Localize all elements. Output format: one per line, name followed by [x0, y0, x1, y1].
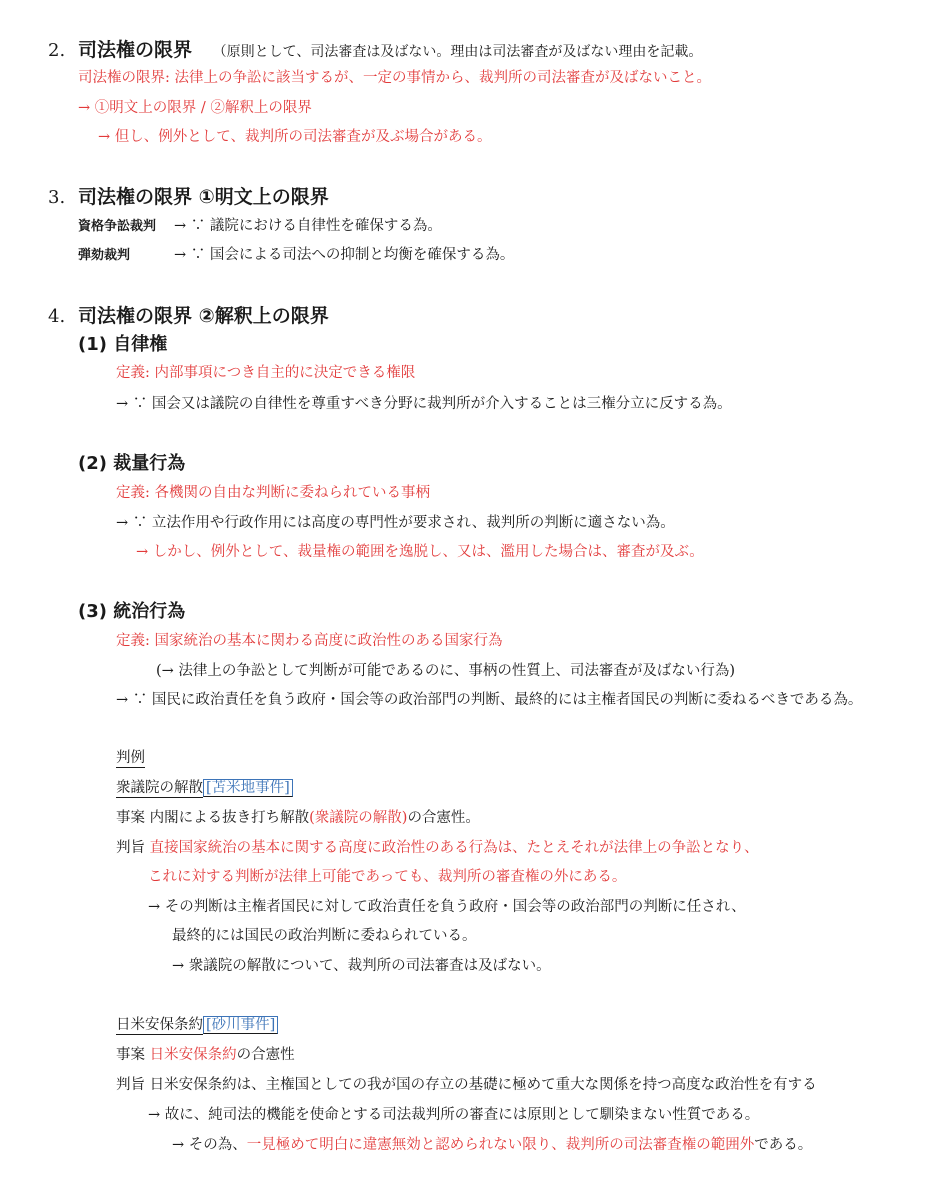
subsection-1-title: (1) 自律権 [78, 334, 168, 355]
case-1-fact-c: の合憲性。 [407, 810, 480, 826]
case-1-fact-b: (衆議院の解散) [309, 810, 408, 826]
case-2-arrow-1: → 故に、純司法的機能を使命とする司法裁判所の審査には原則として馴染まない性質である。 [148, 1107, 760, 1123]
case-1-holding-label: 判旨 [116, 840, 145, 856]
subsection-3-note: (→ 法律上の争訟として判断が可能であるのに、事柄の性質上、司法審査が及ばない行為) [156, 663, 736, 679]
case-1-fact-label: 事案 [116, 810, 145, 826]
subsection-3-title: (3) 統治行為 [78, 601, 186, 622]
case-1-title-line [116, 778, 293, 798]
case-1-arrow-1b: 最終的には国民の政治判断に委ねられている。 [172, 928, 477, 944]
subsection-3-definition: 定義: 国家統治の基本に関わる高度に政治性のある国家行為 [116, 633, 503, 649]
case-2-arrow-2b: 一見極めて明白に違憲無効と認められない限り、裁判所の司法審査権の範囲外 [246, 1137, 755, 1153]
subsection-2-exception: → しかし、例外として、裁量権の範囲を逸脱し、又は、濫用した場合は、審査が及ぶ。 [136, 544, 704, 560]
subsection-3-reason: → ∵ 国民に政治責任を負う政府・国会等の政治部門の判断、最終的には主権者国民の判断に委ねるべきである為。 [116, 692, 863, 708]
section-2-arrow-2: → 但し、例外として、裁判所の司法審査が及ぶ場合がある。 [98, 129, 492, 145]
case-2-fact-a: 日米安保条約 [149, 1047, 237, 1063]
section-3-row-1-label: 資格争訟裁判 [78, 219, 157, 234]
section-3-title: 司法権の限界 ①明文上の限界 [78, 186, 329, 208]
section-2-number: 2. [48, 40, 66, 61]
section-3-row-2-text: → ∵ 国会による司法への抑制と均衡を確保する為。 [174, 247, 515, 263]
case-1-tag: [苫米地事件] [203, 779, 293, 797]
case-1-arrow-1a: → その判断は主権者国民に対して政治責任を負う政府・国会等の政治部門の判断に任され、 [148, 899, 746, 915]
subsection-2-definition: 定義: 各機関の自由な判断に委ねられている事柄 [116, 485, 430, 501]
section-3-row-2-label: 弾劾裁判 [78, 248, 131, 263]
case-2-title: 日米安保条約 [116, 1017, 203, 1033]
case-2-tag: [砂川事件] [203, 1016, 278, 1034]
section-4-number: 4. [48, 306, 66, 327]
section-2-arrow-1: → ①明文上の限界 / ②解釈上の限界 [78, 100, 312, 116]
case-1-holding-2: これに対する判断が法律上可能であっても、裁判所の審査権の外にある。 [148, 869, 627, 885]
cases-heading: 判例 [116, 750, 145, 766]
section-3-number: 3. [48, 187, 66, 208]
case-2-title-line [116, 1015, 278, 1035]
section-2-title: 司法権の限界 [78, 39, 193, 61]
section-2-definition: 司法権の限界: 法律上の争訟に該当するが、一定の事情から、裁判所の司法審査が及ばないこと。 [78, 70, 711, 86]
section-3-row-1-text: → ∵ 議院における自律性を確保する為。 [174, 218, 442, 234]
case-2-holding-label: 判旨 [116, 1077, 145, 1093]
case-1-holding-line-1 [116, 838, 759, 858]
section-3-row-1 [78, 216, 442, 237]
case-1-arrow-2: → 衆議院の解散について、裁判所の司法審査は及ばない。 [172, 958, 551, 974]
subsection-2-reason: → ∵ 立法作用や行政作用には高度の専門性が要求され、裁判所の判断に適さない為。 [116, 515, 675, 531]
case-2-arrow-2a: → その為、 [172, 1137, 247, 1153]
case-2-holding-1: 日米安保条約は、主権国としての我が国の存立の基礎に極めて重大な関係を持つ高度な政治性を有する [149, 1077, 817, 1093]
case-2-holding-line-1 [116, 1075, 817, 1095]
case-2-fact-b: の合憲性 [236, 1047, 295, 1063]
case-2-fact [116, 1045, 295, 1065]
section-4-title: 司法権の限界 ②解釈上の限界 [78, 305, 329, 327]
section-2-heading [78, 38, 702, 64]
case-1-fact [116, 808, 480, 828]
subsection-2-title: (2) 裁量行為 [78, 453, 186, 474]
case-1-title: 衆議院の解散 [116, 780, 203, 796]
case-2-fact-label: 事案 [116, 1047, 145, 1063]
subsection-1-definition: 定義: 内部事項につき自主的に決定できる権限 [116, 365, 416, 381]
section-2-note: （原則として、司法審査は及ばない。理由は司法審査が及ばない理由を記載。 [212, 44, 703, 60]
subsection-1-reason: → ∵ 国会又は議院の自律性を尊重すべき分野に裁判所が介入することは三権分立に反する為。 [116, 396, 732, 412]
case-1-fact-a: 内閣による抜き打ち解散 [149, 810, 310, 826]
case-1-holding-1: 直接国家統治の基本に関する高度に政治性のある行為は、たとえそれが法律上の争訟となり、 [149, 840, 759, 856]
case-2-arrow-2c: である。 [754, 1137, 813, 1153]
case-2-arrow-2 [172, 1135, 812, 1155]
section-3-row-2 [78, 245, 514, 266]
